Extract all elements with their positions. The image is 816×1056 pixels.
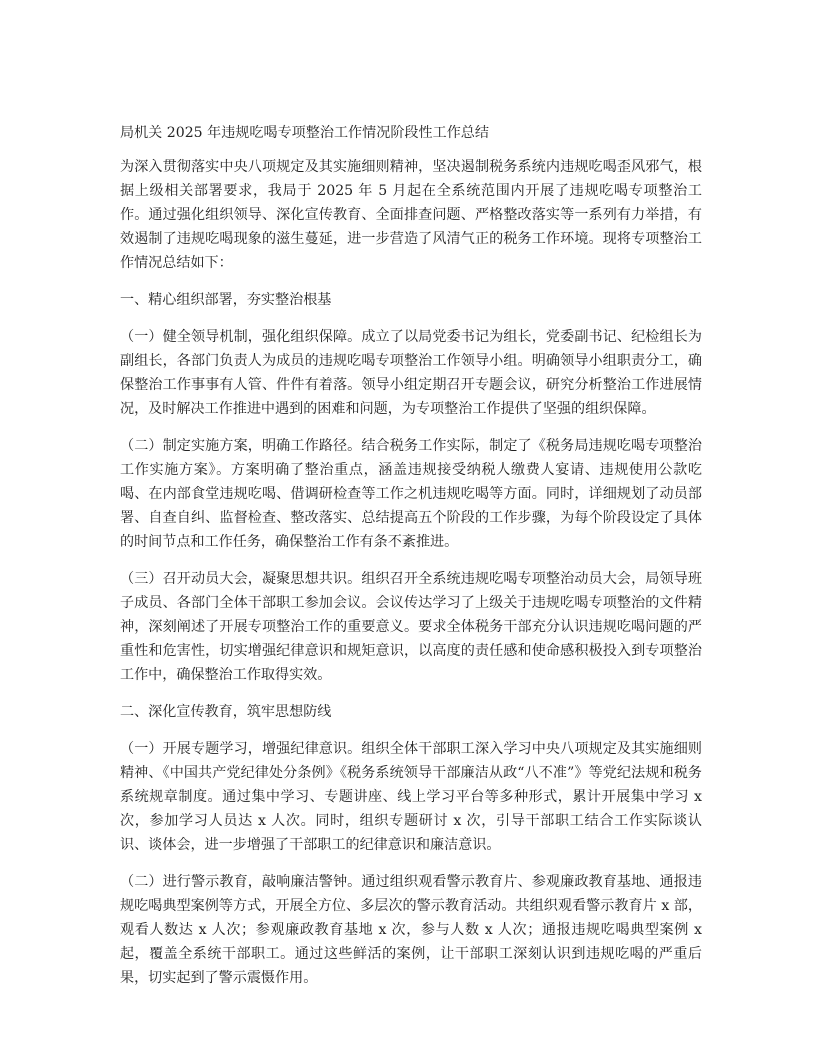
document-page [120,122,702,1003]
section-1-paragraph-1: （一）健全领导机制，强化组织保障。成立了以局党委书记为组长，党委副书记、纪检组长为副组长，各部门负责人为成员的违规吃喝专项整治工作领导小组。明确领导小组职责分工，确保整治工作事事有人管、件件有着落。领导小组定期召开专题会议，研究分析整治工作进展情况，及时解决工作推进中遇到的困难和问题，为专项整治工作提供了坚强的组织保障。 [120,329,702,417]
section-heading-1: 一、精心组织部署，夯实整治根基 [120,292,332,308]
section-2-paragraph-2: （二）进行警示教育，敲响廉洁警钟。通过组织观看警示教育片、参观廉政教育基地、通报违规吃喝典型案例等方式，开展全方位、多层次的警示教育活动。共组织观看警示教育片 x 部，观看人数达 x 人次；参观廉政教育基地 x 次，参与人数 x 人次；通报违规吃喝典型案例 x 起，覆盖全系统干部职工。通过这些鲜活的案例，让干部职工深刻认识到违规吃喝的严重后果，切实起到了警示震慑作用。 [120,874,702,986]
intro-paragraph: 为深入贯彻落实中央八项规定及其实施细则精神，坚决遏制税务系统内违规吃喝歪风邪气，根据上级相关部署要求，我局于 2025 年 5 月起在全系统范围内开展了违规吃喝专项整治工作。通过强化组织领导、深化宣传教育、全面排查问题、严格整改落实等一系列有力举措，有效遏制了违规吃喝现象的滋生蔓延，进一步营造了风清气正的税务工作环境。现将专项整治工作情况总结如下： [120,159,702,271]
section-1-paragraph-3: （三）召开动员大会，凝聚思想共识。组织召开全系统违规吃喝专项整治动员大会，局领导班子成员、各部门全体干部职工参加会议。会议传达学习了上级关于违规吃喝专项整治的文件精神，深刻阐述了开展专项整治工作的重要意义。要求全体税务干部充分认识违规吃喝问题的严重性和危害性，切实增强纪律意识和规矩意识，以高度的责任感和使命感积极投入到专项整治工作中，确保整治工作取得实效。 [120,571,702,683]
document-title: 局机关 2025 年违规吃喝专项整治工作情况阶段性工作总结 [120,125,489,141]
section-1-paragraph-2: （二）制定实施方案，明确工作路径。结合税务工作实际，制定了《税务局违规吃喝专项整治工作实施方案》。方案明确了整治重点，涵盖违规接受纳税人缴费人宴请、违规使用公款吃喝、在内部食堂违规吃喝、借调研检查等工作之机违规吃喝等方面。同时，详细规划了动员部署、自查自纠、监督检查、整改落实、总结提高五个阶段的工作步骤，为每个阶段设定了具体的时间节点和工作任务，确保整治工作有条不紊推进。 [120,438,702,550]
section-2-paragraph-1: （一）开展专题学习，增强纪律意识。组织全体干部职工深入学习中央八项规定及其实施细则精神、《中国共产党纪律处分条例》《税务系统领导干部廉洁从政“八不准”》等党纪法规和税务系统规章制度。通过集中学习、专题讲座、线上学习平台等多种形式，累计开展集中学习 x 次，参加学习人员达 x 人次。同时，组织专题研讨 x 次，引导干部职工结合工作实际谈认识、谈体会，进一步增强了干部职工的纪律意识和廉洁意识。 [120,741,702,853]
section-heading-2: 二、深化宣传教育，筑牢思想防线 [120,704,332,720]
